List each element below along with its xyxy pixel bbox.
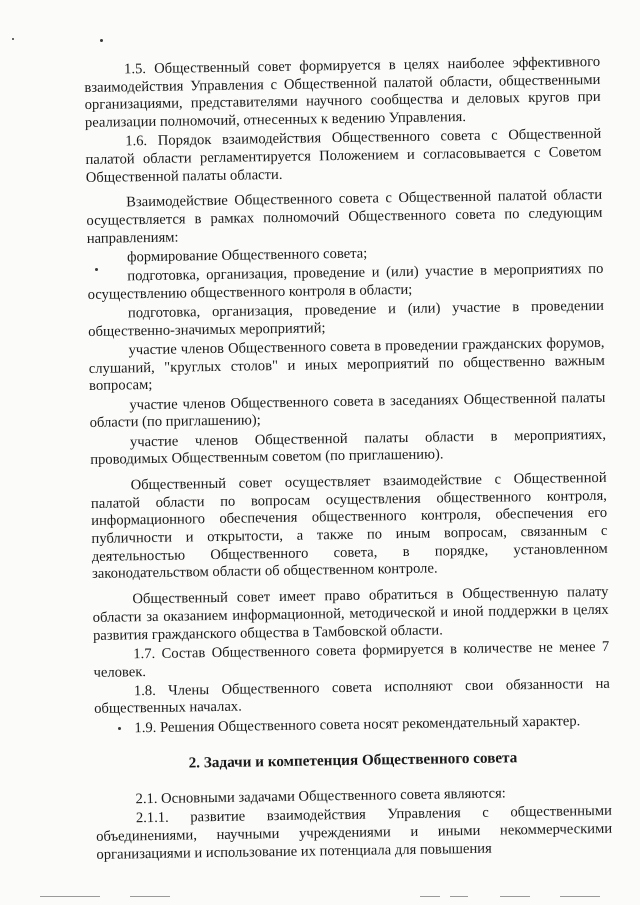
list-item: подготовка, организация, проведение и (или) участие в мероприятиях по осуществлению общественного контроля в области; xyxy=(87,261,604,303)
scan-speck xyxy=(12,38,14,40)
section-heading: 2. Задачи и компетенция Общественного совета xyxy=(188,749,518,772)
paragraph-interaction: Взаимодействие Общественного совета с Общественной палатой области осуществляется в рамках полномочий Общественного совета по следующим направлениям: xyxy=(86,187,603,247)
paragraph-1-6: 1.6. Порядок взаимодействия Общественного совета с Общественной палатой области регламентируется Положением и согласовывается с Советом Общественной палаты области. xyxy=(85,126,602,186)
list-item: участие членов Общественного совета в заседаниях Общественной палаты области (по приглашению); xyxy=(89,389,606,432)
scan-edge-noise xyxy=(0,893,640,901)
paragraph-2-1: 2.1. Основными задачами Общественного совета являются: xyxy=(135,785,506,808)
list-item: формирование Общественного совета; xyxy=(126,245,368,266)
paragraph-1-8: 1.8. Члены Общественного совета исполняют свои обязанности на общественных началах. xyxy=(94,675,610,718)
paragraph-cooperation: Общественный совет осуществляет взаимодействие с Общественной палатой области по вопросам осуществления общественного контроля, информационного обеспечения общественного контроля, обеспечения его публичности и открытости, а также по иным вопросам, связанным с деятельностью Общественного совета, в порядке, установленном законодательством области об общественном контроле. xyxy=(90,469,608,583)
paragraph-2-1-1: 2.1.1. развитие взаимодействия Управления с общественными объединениями, научными учреждениями и иными некоммерческими организациями и использование их потенциала для повышения xyxy=(96,803,613,863)
paragraph-1-9: 1.9. Решения Общественного совета носят рекомендательный характер. xyxy=(134,712,581,736)
scan-speck xyxy=(100,39,103,42)
paragraph-1-7: 1.7. Состав Общественного совета формируется в количестве не менее 7 человек. xyxy=(93,638,610,681)
list-item: участие членов Общественного совета в проведении гражданских форумов, слушаний, "круглых столов" и иных мероприятий по общественно важным вопросам; xyxy=(88,334,605,395)
list-item: подготовка, организация, проведение и (или) участие в проведении общественно-значимых мероприятий; xyxy=(88,298,605,340)
list-item: участие членов Общественной палаты области в мероприятиях, проводимых Общественным советом (по приглашению). xyxy=(90,426,607,469)
paragraph-1-5: 1.5. Общественный совет формируется в целях наиболее эффективного взаимодействия Управления с Общественной палатой области, общественными организациями, представителями научного сообщества и деловых кругов при реализации полномочий, отнесенных к ведению Управления. xyxy=(84,53,601,132)
paragraph-right: Общественный совет имеет право обратиться в Общественную палату области за оказанием информационной, методической и иной поддержки в целях развития гражданского общества в Тамбовской области. xyxy=(92,584,609,644)
document-body xyxy=(84,54,613,866)
